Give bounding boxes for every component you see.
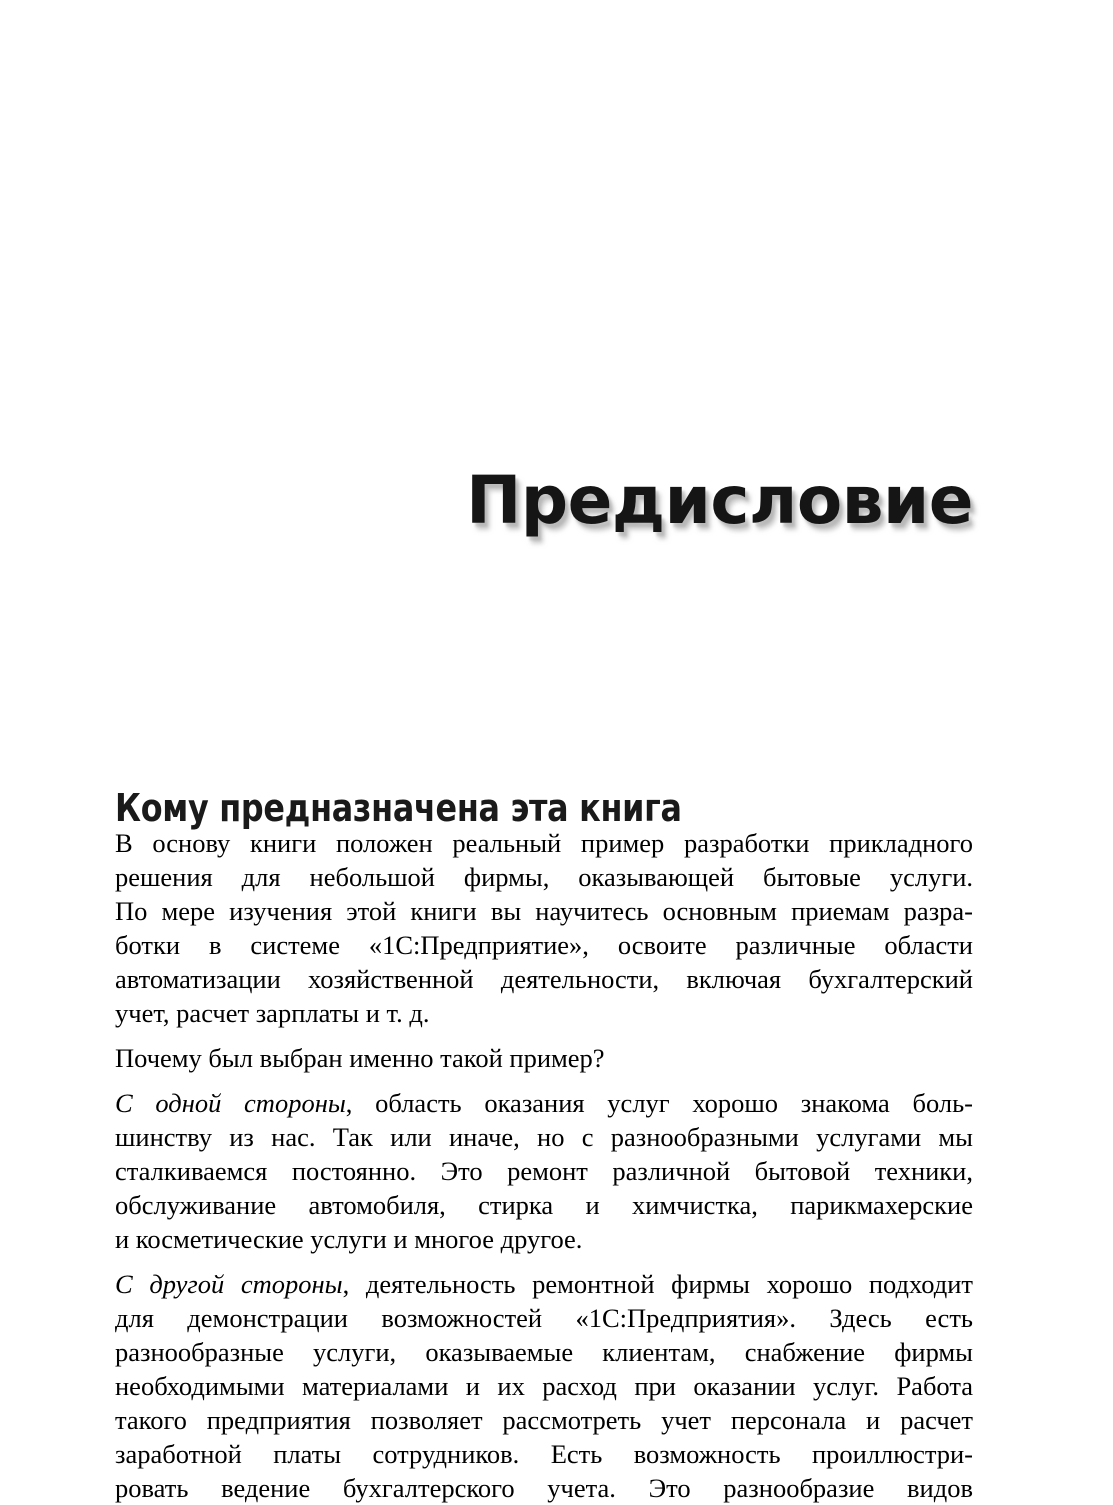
text-line: и косметические услуги и многое другое. [115,1224,583,1254]
text-line: учет, расчет зарплаты и т. д. [115,998,430,1028]
text-line: решения для небольшой фирмы, оказывающей бытовые услуги. [115,862,973,892]
italic-lead-in: С другой стороны [115,1269,343,1299]
text-line-remainder: , деятельность ремонтной фирмы хорошо подходит [342,1269,973,1299]
section-heading: Кому предназначена эта книга [115,785,682,830]
text-line: ровать ведение бухгалтерского учета. Это разнообразие видов [115,1473,973,1503]
text-line: Почему был выбран именно такой пример? [115,1043,605,1073]
paragraph [115,826,973,1030]
text-line: сталкиваемся постоянно. Это ремонт различной бытовой техники, [115,1156,973,1186]
text-line: В основу книги положен реальный пример разработки прикладного [115,828,973,858]
text-line: По мере изучения этой книги вы научитесь основным приемам разра- [115,896,973,926]
text-line-with-italic-lead [115,1086,973,1120]
chapter-title-container [115,424,973,578]
body-text-block [115,826,973,1505]
text-line: автоматизации хозяйственной деятельности, включая бухгалтерский [115,964,973,994]
text-line-with-italic-lead [115,1267,973,1301]
text-line: необходимыми материалами и их расход при оказании услуг. Работа [115,1371,973,1401]
italic-lead-in: С одной стороны [115,1088,346,1118]
paragraph [115,1267,973,1505]
text-line: обслуживание автомобиля, стирка и химчистка, парикмахерские [115,1190,973,1220]
text-line: заработной платы сотрудников. Есть возможность проиллюстри- [115,1439,973,1469]
paragraph [115,1086,973,1256]
text-line: шинству из нас. Так или иначе, но с разнообразными услугами мы [115,1122,973,1152]
text-line: такого предприятия позволяет рассмотреть учет персонала и расчет [115,1405,973,1435]
text-line: для демонстрации возможностей «1С:Предприятия». Здесь есть [115,1303,973,1333]
text-line-remainder: , область оказания услуг хорошо знакома боль- [345,1088,973,1118]
text-line: ботки в системе «1С:Предприятие», освоите различные области [115,930,973,960]
page-title: Предисловие [466,462,973,540]
text-line: разнообразные услуги, оказываемые клиентам, снабжение фирмы [115,1337,973,1367]
paragraph [115,1041,973,1075]
